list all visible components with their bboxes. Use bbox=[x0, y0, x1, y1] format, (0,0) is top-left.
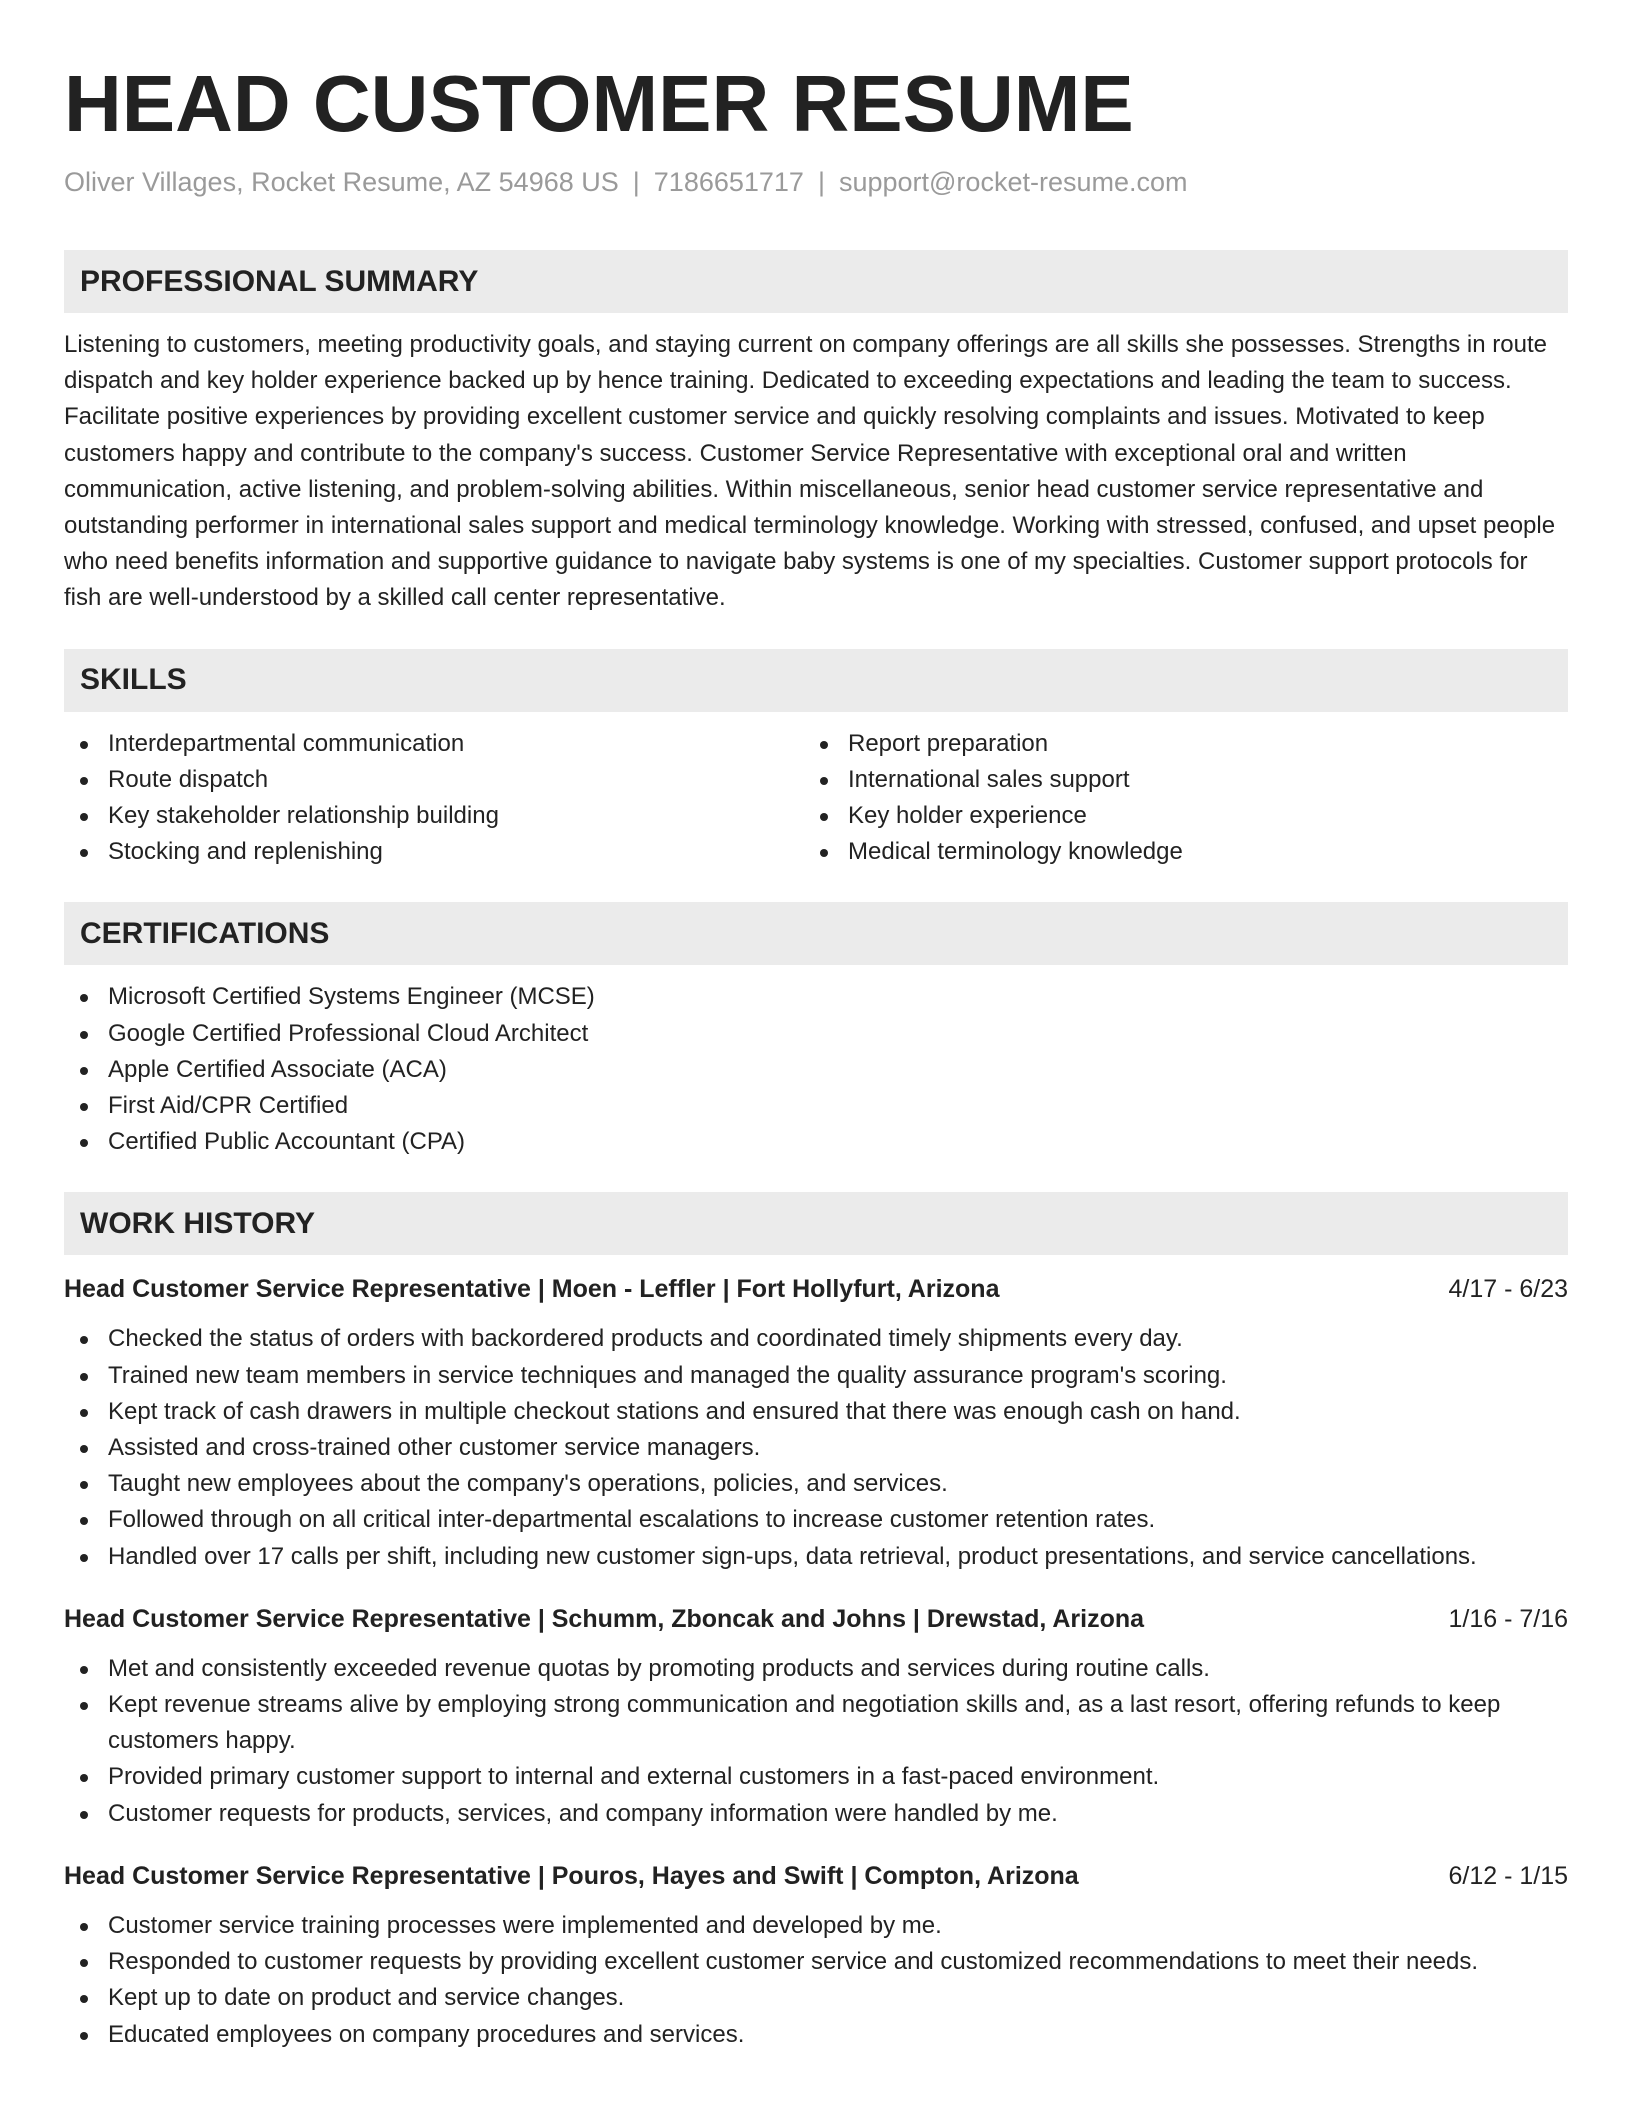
job-title: Head Customer Service Representative | Schumm, Zboncak and Johns | Drewstad, Arizona bbox=[64, 1604, 1145, 1633]
section-heading-work-history bbox=[64, 1192, 1568, 1255]
contact-separator: | bbox=[817, 167, 825, 197]
skill-item: Route dispatch bbox=[64, 762, 804, 798]
job-header bbox=[64, 1601, 1568, 1637]
job-bullet: Kept revenue streams alive by employing strong communication and negotiation skills and, as a last resort, offering refunds to keep customers happy. bbox=[64, 1687, 1568, 1759]
skill-item: Stocking and replenishing bbox=[64, 834, 804, 870]
job-dates: 6/12 - 1/15 bbox=[1448, 1861, 1568, 1890]
certification-list bbox=[64, 979, 1568, 1160]
job-bullet: Met and consistently exceeded revenue quotas by promoting products and services during routine calls. bbox=[64, 1651, 1568, 1687]
job-dates: 4/17 - 6/23 bbox=[1448, 1275, 1568, 1304]
skills-grid bbox=[64, 726, 1568, 871]
job-bullet: Assisted and cross-trained other customer service managers. bbox=[64, 1430, 1568, 1466]
skills-column-left bbox=[64, 726, 804, 871]
job-bullet: Taught new employees about the company's operations, policies, and services. bbox=[64, 1466, 1568, 1502]
certification-item: Apple Certified Associate (ACA) bbox=[64, 1052, 1568, 1088]
job-bullet: Customer service training processes were implemented and developed by me. bbox=[64, 1908, 1568, 1944]
contact-phone: 7186651717 bbox=[653, 167, 804, 197]
job-dates: 1/16 - 7/16 bbox=[1448, 1604, 1568, 1633]
section-heading-summary bbox=[64, 250, 1568, 313]
job-header bbox=[64, 1858, 1568, 1894]
contact-address: Oliver Villages, Rocket Resume, AZ 54968 US bbox=[64, 167, 619, 197]
job-bullet: Followed through on all critical inter-departmental escalations to increase customer retention rates. bbox=[64, 1502, 1568, 1538]
summary-text: Listening to customers, meeting productivity goals, and staying current on company offerings are all skills she possesses. Strengths in route dispatch and key holder experience backed up by hence training. Dedicated to exceeding expectations and leading the team to success. Facilitate positive experiences by providing excellent customer service and quickly resolving complaints and issues. Motivated to keep customers happy and contribute to the company's success. Customer Service Representative with exceptional oral and written communication, active listening, and problem-solving abilities. Within miscellaneous, senior head customer service representative and outstanding performer in international sales support and medical terminology knowledge. Working with stressed, confused, and upset people who need benefits information and supportive guidance to navigate baby systems is one of my specialties. Customer support protocols for fish are well-understood by a skilled call center representative. bbox=[64, 331, 1556, 612]
contact-email: support@rocket-resume.com bbox=[838, 167, 1188, 197]
job-bullet: Kept track of cash drawers in multiple checkout stations and ensured that there was enough cash on hand. bbox=[64, 1394, 1568, 1430]
certification-item: First Aid/CPR Certified bbox=[64, 1088, 1568, 1124]
job-bullet: Provided primary customer support to internal and external customers in a fast-paced environment. bbox=[64, 1759, 1568, 1795]
job-bullet: Educated employees on company procedures and services. bbox=[64, 2017, 1568, 2053]
certification-item: Google Certified Professional Cloud Architect bbox=[64, 1016, 1568, 1052]
contact-line bbox=[64, 164, 1568, 200]
job-bullet-list bbox=[64, 1321, 1568, 1574]
job-bullet: Checked the status of orders with backordered products and coordinated timely shipments every day. bbox=[64, 1321, 1568, 1357]
section-heading-certifications bbox=[64, 902, 1568, 965]
resume-title: HEAD CUSTOMER RESUME bbox=[64, 59, 1134, 148]
certification-item: Microsoft Certified Systems Engineer (MCSE) bbox=[64, 979, 1568, 1015]
skill-item: Medical terminology knowledge bbox=[804, 834, 1544, 870]
certification-item: Certified Public Accountant (CPA) bbox=[64, 1124, 1568, 1160]
job-bullet: Trained new team members in service techniques and managed the quality assurance program's scoring. bbox=[64, 1358, 1568, 1394]
skill-item: Interdepartmental communication bbox=[64, 726, 804, 762]
job-bullet-list bbox=[64, 1908, 1568, 2053]
job-title: Head Customer Service Representative | Pouros, Hayes and Swift | Compton, Arizona bbox=[64, 1861, 1079, 1890]
section-heading-label: PROFESSIONAL SUMMARY bbox=[80, 264, 479, 298]
section-heading-skills bbox=[64, 649, 1568, 712]
job-bullet-list bbox=[64, 1651, 1568, 1832]
job-bullet: Handled over 17 calls per shift, including new customer sign-ups, data retrieval, product presentations, and service cancellations. bbox=[64, 1539, 1568, 1575]
job-bullet: Responded to customer requests by providing excellent customer service and customized recommendations to meet their needs. bbox=[64, 1944, 1568, 1980]
skills-column-right bbox=[804, 726, 1544, 871]
skill-item: International sales support bbox=[804, 762, 1544, 798]
job-title: Head Customer Service Representative | Moen - Leffler | Fort Hollyfurt, Arizona bbox=[64, 1275, 1000, 1304]
skill-item: Key stakeholder relationship building bbox=[64, 798, 804, 834]
job-entry bbox=[64, 1601, 1568, 1832]
job-header bbox=[64, 1271, 1568, 1307]
section-heading-label: CERTIFICATIONS bbox=[80, 916, 330, 950]
job-entry bbox=[64, 1271, 1568, 1574]
contact-separator: | bbox=[632, 167, 640, 197]
section-heading-label: SKILLS bbox=[80, 663, 187, 697]
job-bullet: Customer requests for products, services, and company information were handled by me. bbox=[64, 1796, 1568, 1832]
job-entry bbox=[64, 1858, 1568, 2053]
job-bullet: Kept up to date on product and service changes. bbox=[64, 1980, 1568, 2016]
section-heading-label: WORK HISTORY bbox=[80, 1206, 316, 1240]
skill-item: Report preparation bbox=[804, 726, 1544, 762]
skill-item: Key holder experience bbox=[804, 798, 1544, 834]
